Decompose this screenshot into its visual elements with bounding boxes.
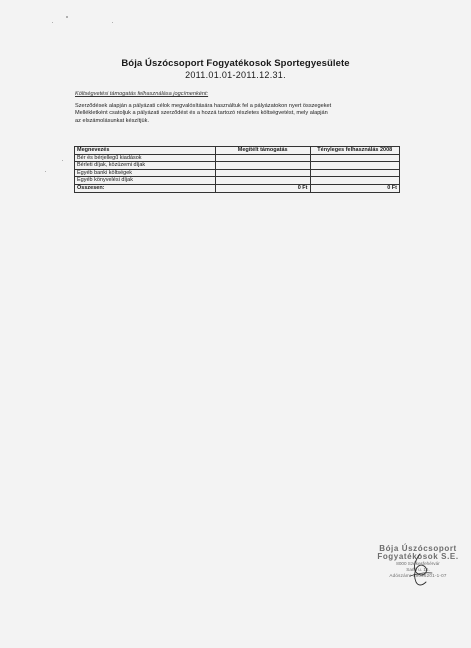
scan-speck — [66, 16, 68, 18]
row-label: Egyéb könyvelési díjak — [75, 177, 216, 185]
stamp-line-city: 8000 Székesfehérvár — [396, 561, 440, 566]
row-granted — [215, 162, 310, 170]
document-title: Bója Úszócsoport Fogyatékosok Sportegyesülete — [121, 58, 350, 69]
scan-speck — [52, 22, 53, 23]
intro-paragraph — [75, 103, 405, 125]
row-granted — [215, 169, 310, 177]
row-actual — [310, 169, 400, 177]
row-label: Bér és bérjellegű kiadások — [75, 154, 216, 162]
row-label: Egyéb banki költségek — [75, 169, 216, 177]
stamp-line-name: Bója Úszócsoport — [379, 544, 457, 553]
paragraph-line: Mellékletként csatoljuk a pályázati szerződést és a hozzá tartozó részletes költségvetést, mely alapján — [75, 110, 328, 117]
budget-table — [74, 146, 400, 193]
scan-speck — [62, 160, 63, 161]
header-granted: Megítélt támogatás — [215, 147, 310, 155]
total-actual: 0 Ft — [310, 184, 400, 192]
stamp-line-street: Sarló u. 16. — [406, 567, 430, 572]
header-name: Megnevezés — [75, 147, 216, 155]
scan-speck — [112, 22, 113, 23]
table-header-row — [75, 147, 400, 155]
total-label: Összesen: — [75, 184, 216, 192]
handwritten-signature — [406, 552, 436, 588]
paragraph-line: az elszámolásunkat készítjük. — [75, 117, 149, 124]
paragraph-line: Szerződések alapján a pályázati célok megvalósítására használtuk fel a pályázatokon nyert összegeket — [75, 103, 332, 109]
scan-speck — [45, 171, 46, 172]
table-row — [75, 162, 400, 170]
table-total-row — [75, 184, 400, 192]
total-granted: 0 Ft — [215, 184, 310, 192]
row-actual — [310, 177, 400, 185]
stamp-line-name-2: Fogyatékosok S.E. — [377, 552, 459, 561]
stamp-line-taxnumber: Adószám: 19096201-1-07 — [389, 573, 447, 578]
row-granted — [215, 154, 310, 162]
row-label: Bérleti díjak, közüzemi díjak — [75, 162, 216, 170]
row-actual — [310, 154, 400, 162]
row-granted — [215, 177, 310, 185]
table-row — [75, 154, 400, 162]
document-period: 2011.01.01-2011.12.31. — [185, 70, 286, 80]
table-row — [75, 177, 400, 185]
section-heading: Költségvetési támogatás felhasználása jogcímenként: — [75, 91, 209, 97]
row-actual — [310, 162, 400, 170]
header-actual: Tényleges felhasználás 2008 — [310, 147, 400, 155]
table-row — [75, 169, 400, 177]
